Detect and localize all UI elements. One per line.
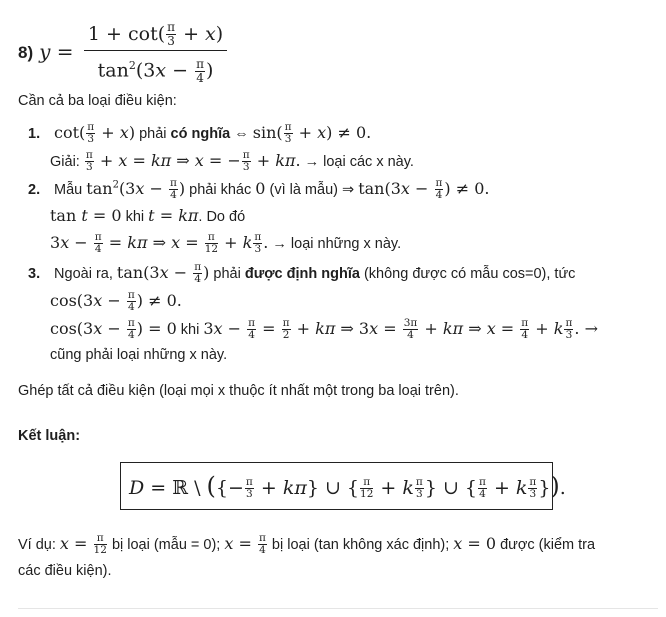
condition-3-line3: cos(3x − $\frac{\pi}{4}$ ) = 0 khi 3x − $\frac{\pi}{4}$ = $\frac{\pi}{2}$ + kπ ⇒ 3x = $\frac{3\pi}{4}$ + kπ ⇒ x = $\frac{\pi}{4}$ + k $\frac{\pi}{3}$ . → [50,317,598,341]
solution-label: Giải: [50,154,80,170]
condition-text: phải khác [189,182,252,198]
condition-3-line2: cos(3x − $\frac{\pi}{4}$ ) ≠ 0. [50,289,182,313]
condition-2-line2: tan t = 0 khi t = kπ. Do đó [50,206,246,225]
example-line-2: các điều kiện). [18,563,112,579]
condition-3: 3. Ngoài ra, tan(3x − $\frac{\pi}{4}$ ) phải được định nghĩa (không được có mẫu cos=0), tức [28,261,576,285]
condition-3-line4: cũng phải loại những x này. [50,347,228,363]
condition-text: khi [180,322,200,338]
condition-text: khi [125,209,145,225]
condition-text: phải [139,126,167,142]
domain-result-box [120,462,566,510]
example-text: bị loại (tan không xác định); [271,537,450,553]
intro-text: Cần cả ba loại điều kiện: [18,93,177,109]
condition-text: (vì là mẫu) ⇒ [269,182,355,198]
condition-number: 3. [28,266,41,282]
solution-note: → loại những x này. [272,236,402,252]
condition-text: Mẫu [54,182,83,198]
example-text: bị loại (mẫu = 0); [111,537,221,553]
condition-text: (không được có mẫu cos=0), tức [363,266,576,282]
condition-text: phải [213,266,241,282]
condition-2: 2. Mẫu $\tan^2(3x$ − $\frac{\pi}{4}$ ) phải khác 0 (vì là mẫu) ⇒ tan(3x − $\frac{\pi}{4}$ ) ≠ 0. [28,177,490,201]
condition-text: Ngoài ra, [54,266,113,282]
condition-1: 1. cot( $\frac{\pi}{3}$ + x) phải có nghĩa ⇔ sin( $\frac{\pi}{3}$ + x) ≠ 0. [28,121,372,145]
condition-text: . Do đó [198,209,246,225]
condition-number: 1. [28,126,41,142]
condition-emphasis: có nghĩa [170,126,231,142]
divider [18,608,658,609]
problem-heading [18,22,231,84]
main-equation: y = 1 + cot( $\frac{\pi}{3}$ + x) $\tan^2(3x$ − $\frac{\pi}{4}$ ) [39,21,231,85]
example-line: Ví dụ: x = $\frac{\pi}{12}$ bị loại (mẫu = 0); x = $\frac{\pi}{4}$ bị loại (tan không xác định); x = 0 được (kiểm tra [18,532,596,556]
condition-number: 2. [28,182,41,198]
conclusion-label: Kết luận: [18,428,81,444]
solution-note: → loại các x này. [304,154,414,170]
domain-formula: D = ℝ \ ({− $\frac{\pi}{3}$ + kπ} ∪ { $\frac{\pi}{12}$ + k $\frac{\pi}{3}$ } ∪ { $\frac{\pi}{4}$ + k $\frac{\pi}{3}$ }). [129,471,566,501]
example-text: được (kiểm tra [500,537,596,553]
equivalence-arrow: ⇔ [234,126,249,142]
condition-2-line3: 3x − $\frac{\pi}{4}$ = kπ ⇒ x = $\frac{\pi}{12}$ + k $\frac{\pi}{3}$ . → loại những x này. [50,231,402,255]
problem-label: 8) [18,43,34,62]
condition-1-solution: Giải: $\frac{\pi}{3}$ + x = kπ ⇒ x = − $\frac{\pi}{3}$ + kπ. → loại các x này. [50,149,414,173]
condition-emphasis: được định nghĩa [244,266,360,282]
example-label: Ví dụ: [18,537,56,553]
main-fraction: 1 + cot( $\frac{\pi}{3}$ + x) $\tan^2(3x$ − $\frac{\pi}{4}$ ) [84,21,227,85]
combine-text: Ghép tất cả điều kiện (loại mọi x thuộc ít nhất một trong ba loại trên). [18,383,459,399]
